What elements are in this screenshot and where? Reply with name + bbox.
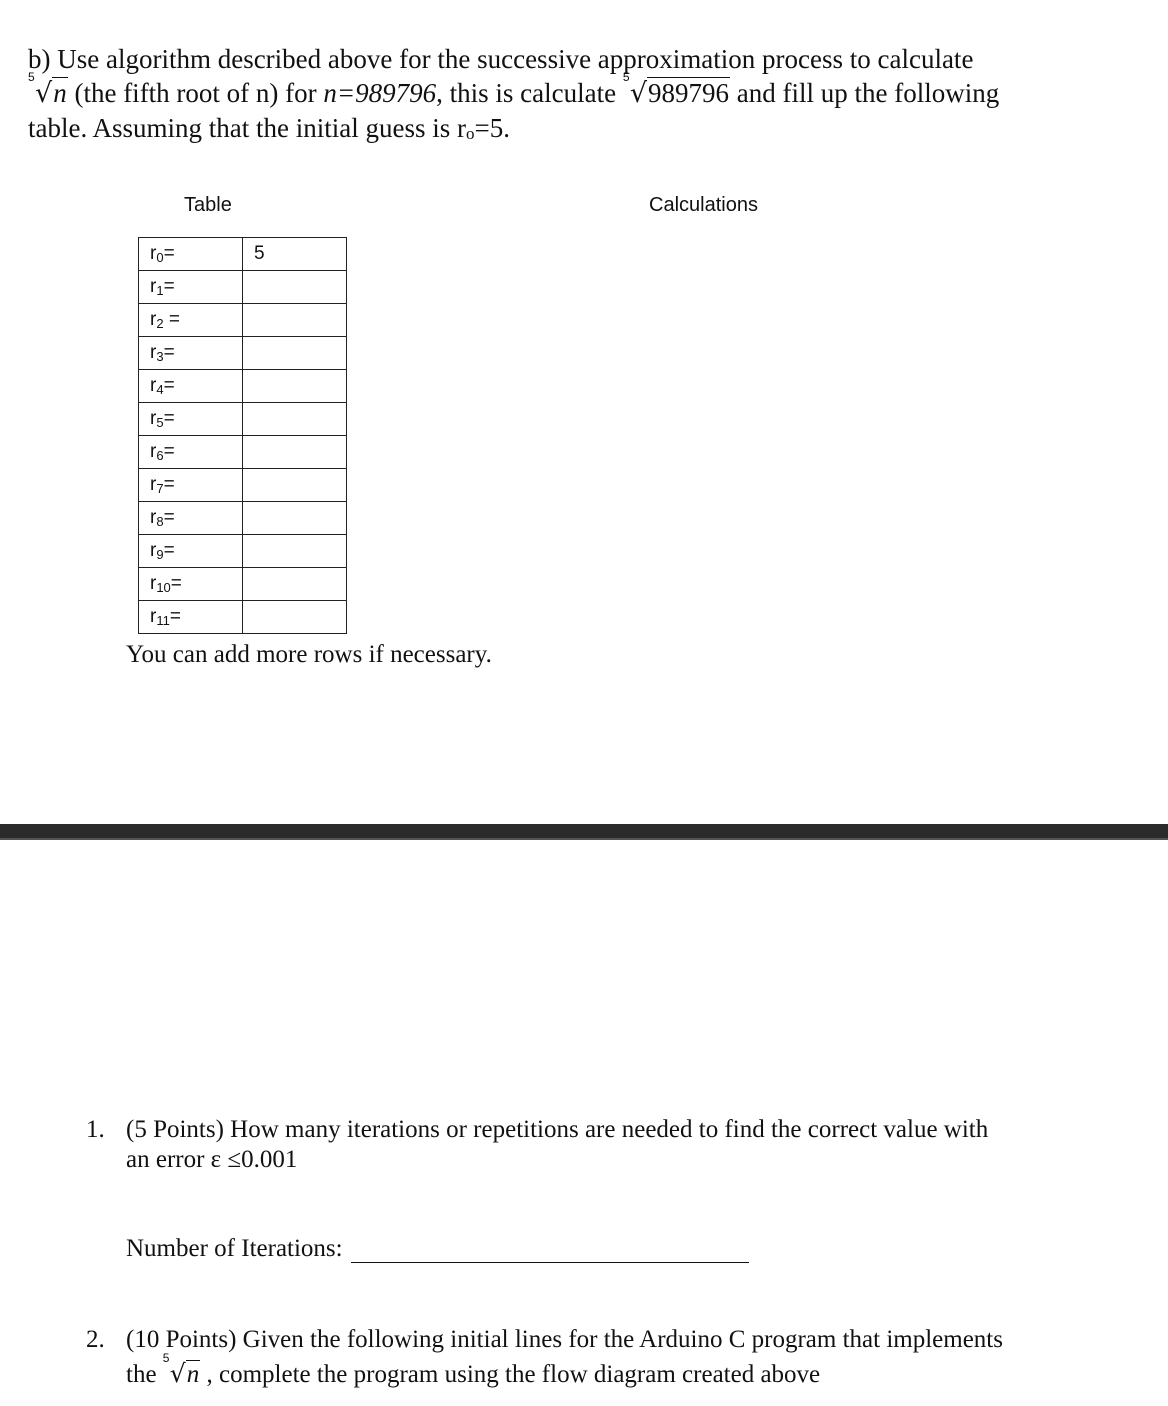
row-value-cell[interactable] bbox=[243, 271, 347, 304]
row-label: $r_7=$ bbox=[139, 469, 243, 502]
table-row bbox=[139, 436, 347, 469]
table-row bbox=[139, 568, 347, 601]
row-value-cell[interactable] bbox=[243, 502, 347, 535]
row-value-cell[interactable] bbox=[243, 403, 347, 436]
question-2-number: 2. bbox=[86, 1326, 105, 1353]
table-row bbox=[139, 403, 347, 436]
row-label: $r_9=$ bbox=[139, 535, 243, 568]
iterations-label: Number of Iterations: bbox=[126, 1235, 343, 1262]
iterations-blank-line[interactable] bbox=[351, 1236, 749, 1263]
row-value-cell[interactable]: 5 bbox=[243, 238, 347, 271]
table-row bbox=[139, 502, 347, 535]
table-row bbox=[139, 370, 347, 403]
row-label: $r_0=$ bbox=[139, 238, 243, 271]
add-rows-note: You can add more rows if necessary. bbox=[126, 641, 492, 668]
table-row bbox=[139, 601, 347, 634]
row-label: $r_6=$ bbox=[139, 436, 243, 469]
row-value-cell[interactable] bbox=[243, 601, 347, 634]
problem-intro bbox=[28, 42, 1138, 151]
row-label: $r_2$ = bbox=[139, 304, 243, 337]
question-2 bbox=[86, 1323, 1086, 1392]
row-value-cell[interactable] bbox=[243, 337, 347, 370]
intro-line-3: table. Assuming that the initial guess is ro=5. bbox=[28, 113, 510, 143]
row-value-cell[interactable] bbox=[243, 436, 347, 469]
page-divider bbox=[0, 824, 1168, 840]
fifth-root-n: 5 √n bbox=[28, 70, 67, 109]
row-value-cell[interactable] bbox=[243, 304, 347, 337]
table-row bbox=[139, 304, 347, 337]
row-label: $r_1=$ bbox=[139, 271, 243, 304]
row-label: $r_{11}=$ bbox=[139, 601, 243, 634]
row-value-cell[interactable] bbox=[243, 469, 347, 502]
fifth-root-n-q2: 5 √n bbox=[162, 1351, 200, 1388]
question-2-text-line-2: the 5 √n , complete the program using the flow diagram created above bbox=[126, 1357, 1086, 1392]
question-2-text-line-1: (10 Points) Given the following initial lines for the Arduino C program that implements bbox=[126, 1326, 1003, 1353]
table-row bbox=[139, 238, 347, 271]
table-heading: Table bbox=[184, 194, 232, 216]
intro-line-1: b) Use algorithm described above for the successive approximation process to calculate bbox=[28, 44, 974, 74]
row-label: $r_8=$ bbox=[139, 502, 243, 535]
row-value-cell[interactable] bbox=[243, 568, 347, 601]
row-value-cell[interactable] bbox=[243, 370, 347, 403]
row-value-cell[interactable] bbox=[243, 535, 347, 568]
intro-line-2: 5 √n (the fifth root of n) for n=989796, this is calculate 5 √989796 and fill up the following bbox=[28, 70, 1000, 109]
row-label: $r_3=$ bbox=[139, 337, 243, 370]
calculations-heading: Calculations bbox=[649, 194, 758, 216]
iterations-answer bbox=[126, 1235, 749, 1263]
question-1 bbox=[86, 1115, 1086, 1175]
fifth-root-value: 5 √989796 bbox=[622, 70, 730, 109]
row-label: $r_4=$ bbox=[139, 370, 243, 403]
row-label: $r_{10}=$ bbox=[139, 568, 243, 601]
table-row bbox=[139, 535, 347, 568]
table-row bbox=[139, 469, 347, 502]
question-1-text-line-2: an error ε ≤0.001 bbox=[126, 1146, 298, 1173]
question-1-number: 1. bbox=[86, 1116, 105, 1143]
approximation-table bbox=[138, 237, 347, 634]
table-row bbox=[139, 337, 347, 370]
row-label: $r_5=$ bbox=[139, 403, 243, 436]
question-1-text-line-1: (5 Points) How many iterations or repetitions are needed to find the correct value with bbox=[126, 1116, 989, 1143]
table-row bbox=[139, 271, 347, 304]
